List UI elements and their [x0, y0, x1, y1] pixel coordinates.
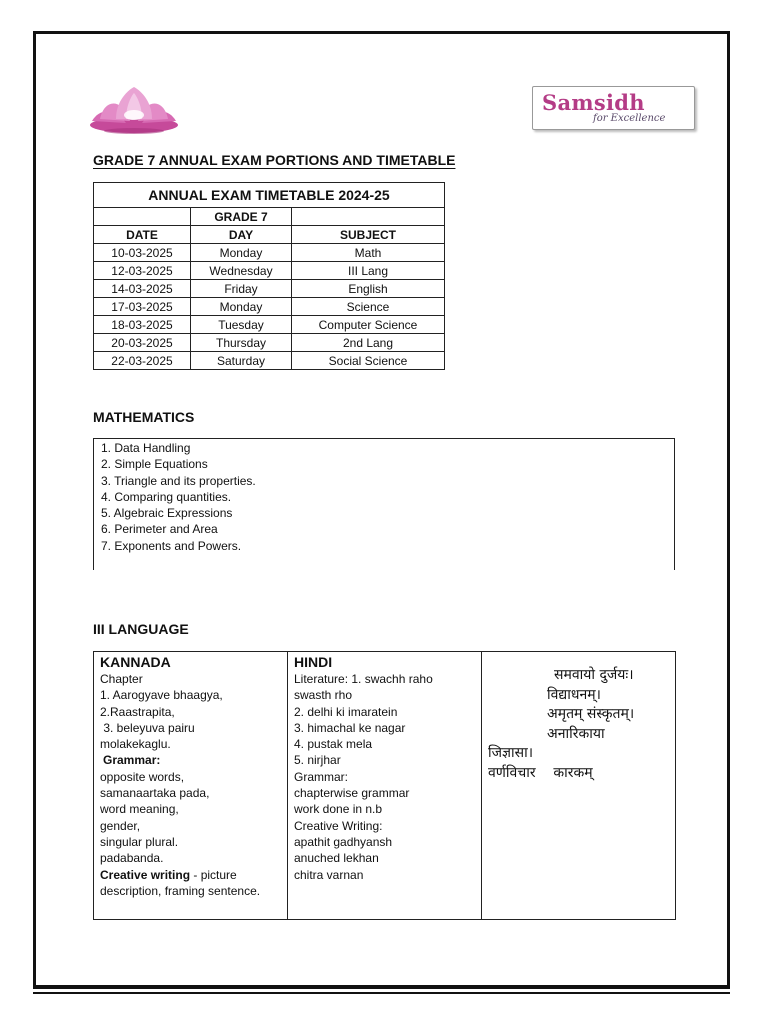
list-item: 2. delhi ki imaratein [294, 704, 398, 719]
list-item: वर्णविचार कारकम् [488, 764, 593, 781]
subject-cell: English [292, 280, 445, 298]
date-cell: 14-03-2025 [94, 280, 191, 298]
date-cell: 22-03-2025 [94, 352, 191, 370]
date-cell: 12-03-2025 [94, 262, 191, 280]
creative-writing-line [100, 867, 281, 883]
subject-cell: Math [292, 244, 445, 262]
sanskrit-column [482, 652, 676, 920]
list-item: 4. Comparing quantities. [101, 489, 232, 504]
subject-cell: Computer Science [292, 316, 445, 334]
table-row [94, 352, 445, 370]
subject-cell: III Lang [292, 262, 445, 280]
list-item: apathit gadhyansh [294, 834, 393, 849]
list-item: Creative Writing: [294, 818, 383, 833]
list-item: work done in n.b [294, 802, 383, 817]
date-cell: 18-03-2025 [94, 316, 191, 334]
hindi-column [288, 652, 482, 920]
creative-writing-text: - picture [190, 867, 237, 882]
list-item: 3. beleyuva pairu [100, 720, 195, 735]
list-item: anuched lekhan [294, 851, 379, 866]
day-cell: Tuesday [191, 316, 292, 334]
day-cell: Monday [191, 244, 292, 262]
list-item: word meaning, [100, 802, 179, 817]
list-item: 1. Aarogyave bhaagya, [100, 688, 223, 703]
samsidh-logo [532, 86, 695, 130]
header-date: DATE [94, 226, 191, 244]
table-row [94, 316, 445, 334]
list-item: chapterwise grammar [294, 786, 410, 801]
language-portions [93, 651, 676, 920]
list-item: description, framing sentence. [100, 883, 261, 898]
list-item: gender, [100, 818, 141, 833]
subject-cell: Social Science [292, 352, 445, 370]
list-item: singular plural. [100, 834, 179, 849]
exam-timetable [93, 182, 445, 370]
list-item: molakekaglu. [100, 737, 171, 752]
list-item: 4. pustak mela [294, 737, 373, 752]
subject-cell: 2nd Lang [292, 334, 445, 352]
day-cell: Wednesday [191, 262, 292, 280]
list-item: अनारिकाया [547, 725, 605, 742]
kannada-column [94, 652, 288, 920]
grammar-label: Grammar: [103, 753, 161, 768]
list-item: samanaartaka pada, [100, 786, 210, 801]
list-item: chitra varnan [294, 867, 364, 882]
subject-cell: Science [292, 298, 445, 316]
grade-label: GRADE 7 [191, 208, 292, 226]
creative-writing-label: Creative writing [100, 867, 191, 882]
timetable-caption: ANNUAL EXAM TIMETABLE 2024-25 [94, 183, 445, 208]
table-row [94, 262, 445, 280]
language-heading: III LANGUAGE [93, 621, 189, 637]
list-item: 6. Perimeter and Area [101, 522, 218, 537]
kannada-heading: KANNADA [100, 654, 171, 670]
list-item: 5. Algebraic Expressions [101, 506, 233, 521]
grade-blank-cell [292, 208, 445, 226]
day-cell: Monday [191, 298, 292, 316]
list-item: अमृतम् संस्कृतम्। [547, 706, 635, 722]
list-item: 7. Exponents and Powers. [101, 538, 242, 553]
list-item: padabanda. [100, 851, 164, 866]
list-item: 5. nirjhar [294, 753, 341, 768]
table-row [94, 244, 445, 262]
table-row [94, 298, 445, 316]
list-item: जिज्ञासा। [488, 745, 534, 761]
header-day: DAY [191, 226, 292, 244]
date-cell: 17-03-2025 [94, 298, 191, 316]
list-item: 1. Data Handling [101, 441, 191, 455]
brand-tagline: for Excellence [593, 113, 666, 124]
list-item: विद्याधनम्। [547, 686, 601, 703]
page-title: GRADE 7 ANNUAL EXAM PORTIONS AND TIMETABLE [93, 152, 456, 168]
day-cell: Saturday [191, 352, 292, 370]
list-item: समवायो दुर्जयः। [554, 667, 634, 683]
mathematics-heading: MATHEMATICS [93, 409, 195, 425]
date-cell: 20-03-2025 [94, 334, 191, 352]
table-row [94, 280, 445, 298]
list-item: Literature: 1. swachh raho [294, 672, 433, 686]
list-item: 2. Simple Equations [101, 457, 208, 472]
list-item: 3. himachal ke nagar [294, 720, 406, 735]
day-cell: Thursday [191, 334, 292, 352]
list-item: Grammar: [294, 769, 348, 784]
header-subject: SUBJECT [292, 226, 445, 244]
table-row [94, 334, 445, 352]
list-item: Chapter [100, 672, 143, 686]
mathematics-portions [93, 438, 675, 570]
list-item: opposite words, [100, 769, 185, 784]
hindi-heading: HINDI [294, 654, 333, 670]
list-item: 3. Triangle and its properties. [101, 473, 256, 488]
list-item: 2.Raastrapita, [100, 704, 175, 719]
lotus-logo [86, 85, 182, 137]
grade-blank-cell [94, 208, 191, 226]
day-cell: Friday [191, 280, 292, 298]
brand-name: Samsidh [542, 90, 645, 115]
list-item: swasth rho [294, 688, 353, 703]
date-cell: 10-03-2025 [94, 244, 191, 262]
